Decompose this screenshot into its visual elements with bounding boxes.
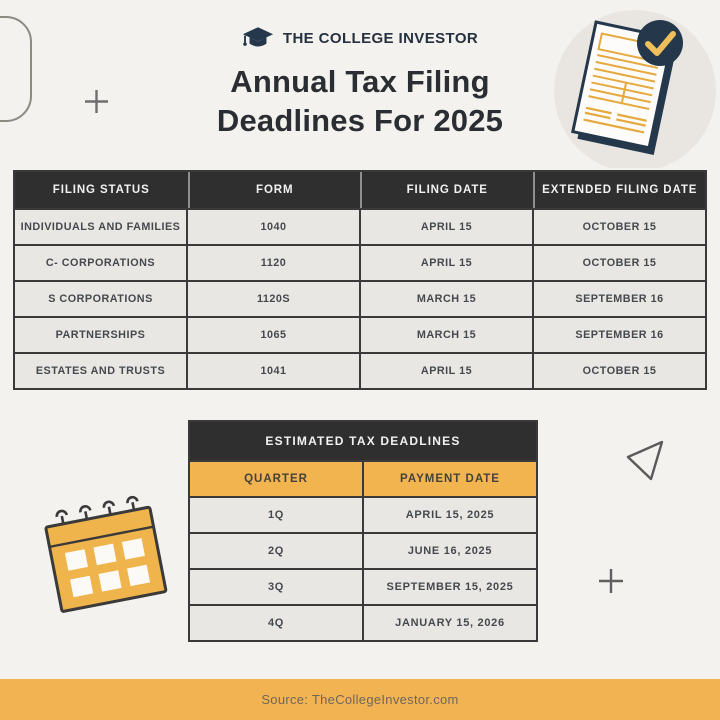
table-cell: JANUARY 15, 2026 — [364, 606, 536, 640]
table-cell: 1041 — [188, 354, 359, 388]
table-cell: OCTOBER 15 — [534, 354, 705, 388]
source-text: Source: TheCollegeInvestor.com — [261, 692, 459, 707]
filing-deadlines-table — [13, 170, 707, 390]
table-cell: MARCH 15 — [361, 318, 532, 352]
estimated-table-title: ESTIMATED TAX DEADLINES — [190, 422, 536, 460]
table-cell: S CORPORATIONS — [15, 282, 186, 316]
table-cell: C- CORPORATIONS — [15, 246, 186, 280]
table-cell: INDIVIDUALS AND FAMILIES — [15, 210, 186, 244]
brand-name: THE COLLEGE INVESTOR — [282, 29, 479, 47]
table-cell: APRIL 15 — [361, 210, 532, 244]
header-filing-date: FILING DATE — [360, 172, 533, 208]
estimated-table-body — [190, 498, 536, 640]
plus-icon — [597, 567, 625, 595]
filing-table-header-row — [15, 172, 705, 208]
table-cell: SEPTEMBER 15, 2025 — [364, 570, 536, 604]
page-title-line1: Annual Tax Filing — [230, 64, 490, 99]
page-title — [0, 62, 720, 140]
table-cell: 3Q — [190, 570, 362, 604]
table-cell: OCTOBER 15 — [534, 246, 705, 280]
table-cell: 1120 — [188, 246, 359, 280]
table-cell: APRIL 15 — [361, 246, 532, 280]
table-cell: ESTATES AND TRUSTS — [15, 354, 186, 388]
table-cell: 2Q — [190, 534, 362, 568]
header-quarter: QUARTER — [190, 462, 362, 496]
triangle-outline-icon — [618, 433, 678, 489]
table-cell: 1065 — [188, 318, 359, 352]
table-cell: 1Q — [190, 498, 362, 532]
footer-bar — [0, 679, 720, 720]
filing-table-body — [15, 210, 705, 388]
header-extended-filing-date: EXTENDED FILING DATE — [533, 172, 706, 208]
table-cell: APRIL 15, 2025 — [364, 498, 536, 532]
estimated-tax-table — [188, 420, 538, 642]
table-cell: SEPTEMBER 16 — [534, 282, 705, 316]
table-cell: 4Q — [190, 606, 362, 640]
table-cell: PARTNERSHIPS — [15, 318, 186, 352]
header-form: FORM — [188, 172, 361, 208]
calendar-illustration — [22, 483, 182, 623]
table-cell: 1040 — [188, 210, 359, 244]
header-payment-date: PAYMENT DATE — [364, 462, 536, 496]
table-cell: JUNE 16, 2025 — [364, 534, 536, 568]
table-cell: OCTOBER 15 — [534, 210, 705, 244]
graduation-cap-icon — [242, 26, 274, 51]
brand-logo — [0, 25, 720, 51]
table-cell: MARCH 15 — [361, 282, 532, 316]
table-cell: SEPTEMBER 16 — [534, 318, 705, 352]
table-cell: APRIL 15 — [361, 354, 532, 388]
estimated-table-header-row — [190, 462, 536, 496]
page-title-line2: Deadlines For 2025 — [216, 103, 504, 138]
header-filing-status: FILING STATUS — [52, 184, 150, 196]
table-cell: 1120S — [188, 282, 359, 316]
